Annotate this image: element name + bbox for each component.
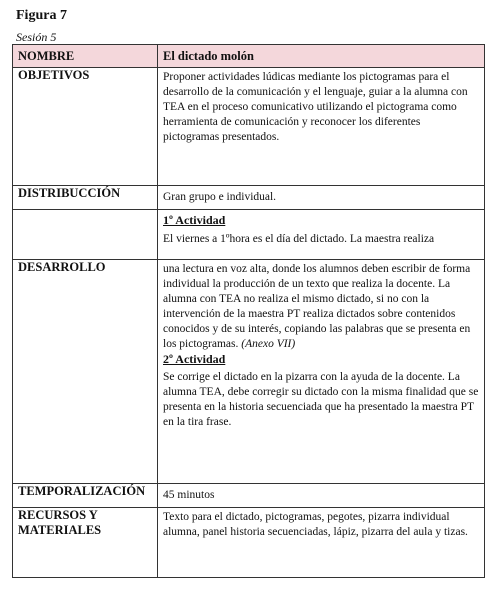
- act1-first-line: El viernes a 1ºhora es el día del dictado. La maestra realiza: [163, 233, 435, 245]
- recursos-text: Texto para el dictado, pictogramas, pegotes, pizarra individual alumna, panel historia secuenciadas, lápiz, pizarra del aula y tizas.: [163, 511, 468, 538]
- annex-reference: (Anexo VII): [241, 338, 296, 350]
- distribucion-cell: [158, 186, 485, 210]
- temporalizacion-text: 45 minutos: [163, 489, 215, 501]
- header-nombre-label: NOMBRE: [13, 45, 158, 68]
- act1-title: 1º Actividad: [163, 213, 226, 227]
- recursos-cell: [158, 508, 485, 578]
- act2-title: 2º Actividad: [163, 352, 226, 366]
- session-table: [12, 44, 485, 578]
- distribucion-text: Gran grupo e individual.: [163, 191, 277, 203]
- distribucion-label: DISTRIBUCCIÓN: [13, 186, 158, 210]
- act2-text: Se corrige el dictado en la pizarra con la ayuda de la docente. La alumna TEA, debe corregir su dictado con la misma finalidad que se presenta en la historia secuenciada que ha presentado la maestra PT en la tira frase.: [163, 371, 479, 428]
- temporalizacion-label: TEMPORALIZACIÓN: [13, 484, 158, 508]
- desarrollo-main-row: [13, 260, 485, 484]
- recursos-label-line2: MATERIALES: [18, 523, 102, 537]
- objetivos-label: OBJETIVOS: [13, 68, 158, 186]
- session-label: Sesión 5: [16, 30, 57, 44]
- recursos-label-line1: RECURSOS Y: [18, 508, 98, 522]
- temporalizacion-row: [13, 484, 485, 508]
- act1-continued: [163, 260, 479, 352]
- desarrollo-top-empty: [13, 210, 158, 260]
- header-activity-name: El dictado molón: [158, 45, 485, 68]
- act1-continued-text: una lectura en voz alta, donde los alumnos deben escribir de forma individual la producción de un texto que realiza la docente. La alumna con TEA no realiza el mismo dictado, si no con la intervención de la maestra PT realiza dictados sobre contenidos conocidos y de su interés, copiando las palabras que se presenta en los pictogramas.: [163, 263, 471, 350]
- distribucion-row: [13, 186, 485, 210]
- objetivos-row: [13, 68, 485, 186]
- desarrollo-label: DESARROLLO: [13, 260, 158, 484]
- figure-title: Figura 7: [16, 8, 67, 23]
- desarrollo-cell: [158, 260, 485, 484]
- desarrollo-act1-cell: [158, 210, 485, 260]
- objetivos-cell: [158, 68, 485, 186]
- table-header-row: [13, 45, 485, 68]
- objetivos-text: Proponer actividades lúdicas mediante los pictogramas para el desarrollo de la comunicación y el lenguaje, guiar a la alumna con TEA en el proceso comunicativo utilizando el pictograma como herramienta de comunicación y reconocer los diferentes pictogramas presentados.: [163, 71, 468, 143]
- desarrollo-top-row: [13, 210, 485, 260]
- recursos-row: [13, 508, 485, 578]
- temporalizacion-cell: [158, 484, 485, 508]
- recursos-label: [13, 508, 158, 578]
